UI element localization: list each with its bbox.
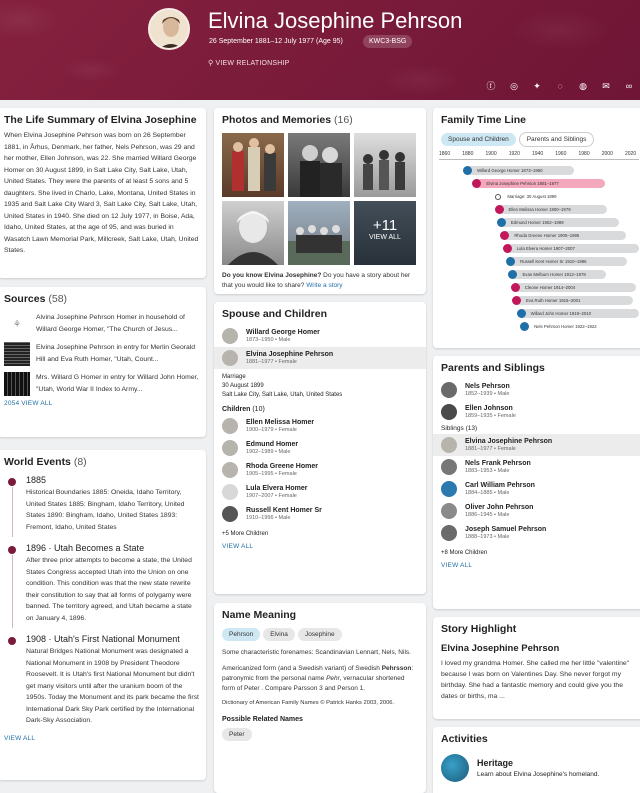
timeline-bar[interactable] [501, 231, 626, 240]
child-row[interactable] [214, 503, 426, 525]
tab-parents-siblings[interactable]: Parents and Siblings [519, 132, 595, 147]
person-marker-icon [508, 270, 517, 279]
source-thumbnail [4, 372, 30, 396]
family-timeline-card [433, 108, 640, 348]
person-marker-icon [517, 309, 526, 318]
marriage-info [214, 369, 426, 404]
timeline-year-tick: 2020 [625, 151, 637, 157]
person-name: Ellen Melissa Homer [246, 419, 315, 426]
story-text[interactable]: I loved my grandma Homer. She called me her little "valentine" because I was born on Valentines Day. She never forgot my birthday. She had a fantastic memory and could give you the dates or births, ma ... [441, 660, 630, 700]
spouse-title: Spouse and Children [222, 308, 328, 320]
person-avatar [222, 350, 238, 366]
event-heading: 1908 · Utah's First National Monument [26, 634, 180, 644]
person-marker-icon [512, 296, 521, 305]
timeline-year-tick: 1860 [439, 151, 451, 157]
timeline-year-tick: 1960 [555, 151, 567, 157]
person-avatar [222, 484, 238, 500]
person-avatar [222, 462, 238, 478]
sibling-row[interactable] [433, 522, 640, 544]
line-icon[interactable]: ◍ [579, 81, 587, 91]
source-thumbnail [4, 342, 30, 366]
person-meta: 1884–1885 • Male [465, 490, 510, 496]
person-marker-icon [520, 322, 529, 331]
spouse-children-card [214, 302, 426, 594]
person-avatar [222, 418, 238, 434]
photo-prompt-bold: Do you know Elvina Josephine? [222, 272, 322, 279]
event-item [4, 475, 200, 533]
name-meaning-card [214, 603, 426, 793]
children-label: Children (10) [222, 406, 265, 413]
share-icons [484, 80, 636, 92]
write-story-link[interactable]: Write a story [304, 282, 343, 289]
timeline-bar[interactable] [513, 296, 633, 305]
photos-card [214, 108, 426, 294]
person-name: Willard George Homer [246, 329, 320, 336]
timeline-bar[interactable] [507, 257, 627, 266]
person-meta: 1900–1979 • Female [246, 427, 297, 433]
timeline-title: Family Time Line [441, 114, 526, 126]
event-item [4, 543, 200, 624]
name-tab-elvina[interactable]: Elvina [263, 628, 295, 641]
person-name: Rhoda Greene Homer [246, 463, 318, 470]
person-name: Nels Pehrson [465, 383, 510, 390]
photo-grid [222, 133, 418, 265]
marriage-ring-icon [495, 194, 501, 200]
life-summary-title: The Life Summary of Elvina Josephine [4, 114, 197, 126]
event-text: Natural Bridges National Monument was designated a National Monument in 1908 by President Theodore Roosevelt. It is Utah's first National Monument but didn't get many visitors until after the uranium boom of the 1950s. Today the Monument and its park became the first International Dark Sky Park certified by the International Dark-Sky Association. [26, 648, 199, 724]
spouse-view-all[interactable]: VIEW ALL [222, 543, 254, 550]
person-meta: 1907–2007 • Female [246, 493, 297, 499]
timeline-bar[interactable] [494, 192, 557, 201]
person-meta: 1873–1950 • Male [246, 337, 291, 343]
photo-view-all-tile[interactable] [354, 201, 416, 265]
timeline-year-tick: 1920 [508, 151, 520, 157]
messenger-icon[interactable]: ◎ [510, 81, 518, 91]
view-relationship-link[interactable] [208, 59, 290, 67]
person-marker-icon [511, 283, 520, 292]
timeline-bar[interactable] [504, 244, 639, 253]
parents-view-all[interactable]: VIEW ALL [441, 562, 473, 569]
name-meaning-title: Name Meaning [222, 609, 297, 621]
timeline-bar[interactable] [512, 283, 637, 292]
child-row[interactable] [214, 415, 426, 437]
timeline-bar-label: Elvina Josephine Pehrson 1881–1977 [486, 181, 559, 186]
timeline-bar-label: Evan Melburn Homer 1912–1978 [522, 272, 586, 277]
life-summary-card [0, 108, 206, 278]
more-children-link[interactable]: +5 More Children [222, 531, 269, 537]
spouse-row[interactable] [214, 325, 426, 347]
timeline-bar-label: Marriage: 30 August 1899 [507, 194, 557, 199]
marriage-label: Marriage [222, 374, 246, 380]
person-marker-icon [500, 231, 509, 240]
name-forenames: Some characteristic forenames: Scandinavian Lennart, Nels, Nils. [222, 649, 411, 656]
person-name: Joseph Samuel Pehrson [465, 526, 547, 533]
timeline-bar-label: Edmund Homer 1902–1989 [510, 220, 564, 225]
person-name: Ellen Johnson [465, 405, 513, 412]
name-citation: Dictionary of American Family Names © Patrick Hanks 2003, 2006. [222, 700, 395, 706]
source-thumbnail: ⚘ [4, 312, 30, 336]
sources-view-all[interactable]: 2054 VIEW ALL [4, 400, 53, 407]
name-definition: Americanized form (and a Swedish variant) of Swedish Pehrsson: patronymic from the personal name Pehr, vernacular shortened form of Peter . Compare Parsson 3 and Person 1. [222, 665, 414, 692]
person-name: Russell Kent Homer Sr [246, 507, 322, 514]
person-avatar [441, 481, 457, 497]
sibling-row-selected[interactable] [433, 434, 640, 456]
person-meta: 1905–1995 • Female [246, 471, 297, 477]
event-heading: 1896 · Utah Becomes a State [26, 543, 145, 553]
person-name: Lula Elvera Homer [246, 485, 308, 492]
timeline-bar[interactable] [521, 322, 597, 331]
timeline-bar-label: Lula Elvera Homer 1907–2007 [516, 246, 575, 251]
timeline-year-tick: 1980 [578, 151, 590, 157]
parents-siblings-card [433, 356, 640, 609]
person-marker-icon [503, 244, 512, 253]
name-tabs [222, 628, 418, 641]
person-meta: 1852–1939 • Male [465, 391, 510, 397]
person-name: Edmund Homer [246, 441, 299, 448]
person-dates: 26 September 1881–12 July 1977 (Age 95) [209, 38, 343, 45]
timeline-year-tick: 2000 [601, 151, 613, 157]
person-avatar [441, 437, 457, 453]
person-name: Elvina Josephine Pehrson [465, 438, 553, 445]
globe-icon [441, 754, 469, 782]
whatsapp-icon[interactable]: ◌ [557, 81, 563, 91]
timeline-bar-label: Ellen Melissa Homer 1900–1979 [508, 207, 571, 212]
view-relationship-label: VIEW RELATIONSHIP [215, 60, 290, 67]
person-marker-icon [506, 257, 515, 266]
events-view-all[interactable]: VIEW ALL [4, 734, 36, 742]
person-avatar [441, 525, 457, 541]
person-meta: 1883–1953 • Male [465, 468, 510, 474]
timeline-bar-label: Cleone Homer 1914–2004 [524, 285, 576, 290]
parent-row[interactable] [433, 379, 640, 401]
person-meta: 1910–1996 • Male [246, 515, 291, 521]
timeline-year-tick: 1940 [532, 151, 544, 157]
person-avatar [441, 382, 457, 398]
person-marker-icon [495, 205, 504, 214]
source-text: Mrs. Willard G Homer in entry for Willard John Homer, "Utah, World War II Index to Army... [36, 374, 199, 393]
marriage-place: Salt Lake City, Salt Lake, Utah, United States [222, 392, 343, 398]
child-row[interactable] [214, 459, 426, 481]
timeline-bar[interactable] [509, 270, 606, 279]
timeline-tabs [441, 132, 637, 147]
activities-title: Activities [441, 733, 488, 745]
source-item[interactable] [4, 372, 200, 396]
timeline-bar-label: Eva Ruth Homer 1915–2001 [525, 298, 581, 303]
timeline-axis [439, 151, 639, 161]
sources-title: Sources (58) [4, 293, 68, 305]
timeline-year-tick: 1880 [462, 151, 474, 157]
source-item[interactable] [4, 342, 200, 366]
photo-thumbnail[interactable] [222, 201, 284, 265]
timeline-bar-label: Rhoda Greene Homer 1905–1995 [514, 233, 580, 238]
person-meta: 1902–1989 • Male [246, 449, 291, 455]
person-avatar [222, 328, 238, 344]
parent-row[interactable] [433, 401, 640, 423]
sibling-row[interactable] [433, 500, 640, 522]
person-marker-icon [472, 179, 481, 188]
event-text: Historical Boundaries 1885: Oneida, Idaho Territory, United States 1885: Bingham, Idaho Territory, United States 1890: Bingham, Idaho, United States 1893: Fremont, Idaho, United States [26, 489, 185, 531]
name-tab-pehrson[interactable]: Pehrson [222, 628, 260, 641]
event-dot [8, 637, 16, 645]
name-tab-josephine[interactable]: Josephine [298, 628, 342, 641]
person-meta: 1888–1973 • Male [465, 534, 510, 540]
story-highlight-card [433, 617, 640, 719]
person-meta: 1859–1935 • Female [465, 413, 516, 419]
source-item[interactable] [4, 312, 200, 336]
photo-thumbnail[interactable] [288, 133, 350, 197]
timeline-rows [439, 166, 640, 346]
source-text: Elvina Josephine Pehrson in entry for Merlin Georald Hill and Eva Ruth Homer, "Utah, Count... [36, 344, 196, 363]
parents-title: Parents and Siblings [441, 362, 545, 374]
story-title: Story Highlight [441, 623, 517, 635]
life-summary-text: When Elvina Josephine Pehrson was born on 26 September 1881, in Århus, Denmark, her father, Nels Pehrson, was 29 and her mother, Ellen Johnson, was 22. She married Willard George Homer on 30 August 1899, in Salt Lake City, Salt Lake, Utah, United States. They were the parents of at least 5 sons and 5 daughters. She lived in Charlo, Lake, Montana, United States in 1935 and Salt Lake City Ward 3, Salt Lake City, Salt Lake, Utah, United States in 1940. She died on 12 July 1977, in Boise, Ada, Idaho, United States, at the age of 95, and was buried in Wasatch Lawn Memorial Park, Millcreek, Salt Lake, Utah, United States. [4, 132, 199, 254]
person-avatar [441, 459, 457, 475]
copy-link-icon[interactable]: ∞ [625, 81, 633, 91]
person-avatar [441, 404, 457, 420]
spouse-row-selected[interactable] [214, 347, 426, 369]
timeline-axis-line [439, 159, 639, 160]
person-avatar [222, 440, 238, 456]
world-events-title: World Events (8) [4, 456, 87, 468]
person-marker-icon [463, 166, 472, 175]
person-avatar [441, 503, 457, 519]
twitter-icon[interactable]: ✦ [533, 81, 541, 91]
event-text: After three prior attempts to become a state, the United States Congress accepted Utah into the Union on one condition. This condition was that the new state rewrite their constitution to say that all forms of polygamy were banned. The territory agreed, and Utah became a state on January 4, 1896. [26, 557, 192, 622]
story-person-name: Elvina Josephine Pehrson [441, 643, 560, 654]
timeline-bar-label: Willard John Homer 1919–2010 [530, 311, 592, 316]
world-events-card [0, 450, 206, 780]
person-avatar [222, 506, 238, 522]
marriage-date: 30 August 1899 [222, 383, 264, 389]
heritage-activity[interactable] [441, 754, 637, 782]
person-header [0, 0, 640, 100]
person-name: Elvina Josephine Pehrson [246, 351, 334, 358]
timeline-bar-label: Nels Pehrson Homer 1922–1922 [534, 324, 597, 329]
photo-thumbnail[interactable] [354, 133, 416, 197]
timeline-bar[interactable] [464, 166, 574, 175]
sibling-row[interactable] [433, 478, 640, 500]
photos-title: Photos and Memories (16) [222, 114, 353, 126]
sibling-row[interactable] [433, 456, 640, 478]
related-names-label: Possible Related Names [222, 716, 303, 723]
tab-spouse-children[interactable]: Spouse and Children [441, 133, 516, 146]
profile-avatar [148, 8, 190, 50]
more-siblings-link[interactable]: +8 More Children [441, 550, 488, 556]
activities-card [433, 727, 640, 793]
child-row[interactable] [214, 481, 426, 503]
person-name: Nels Frank Pehrson [465, 460, 531, 467]
facebook-icon[interactable]: ⓕ [486, 81, 496, 91]
timeline-bar-label: Willard George Homer 1873–1950 [477, 168, 543, 173]
timeline-bar[interactable] [473, 179, 605, 188]
timeline-bar[interactable] [518, 309, 639, 318]
source-text: Alvina Josephine Pehrson Homer in household of Willard George Homer, "The Church of Jesus... [36, 314, 185, 333]
event-dot [8, 546, 16, 554]
person-meta: 1881–1977 • Female [246, 359, 297, 365]
photo-thumbnail[interactable] [222, 133, 284, 197]
photo-view-all-label: VIEW ALL [369, 234, 401, 241]
timeline-bar-label: Russell Kent Homer Sr 1910–1996 [520, 259, 587, 264]
person-marker-icon [497, 218, 506, 227]
event-heading: 1885 [26, 475, 47, 485]
person-name: Elvina Josephine Pehrson [208, 8, 463, 33]
timeline-bar[interactable] [498, 218, 619, 227]
event-item [4, 634, 200, 727]
person-name: Oliver John Pehrson [465, 504, 534, 511]
timeline-bar[interactable] [496, 205, 608, 214]
photo-prompt-text: Do you have a story about her that you would like to share? [222, 272, 411, 289]
sources-card [0, 287, 206, 437]
link-icon: ⚲ [208, 60, 216, 67]
photo-prompt [222, 271, 418, 291]
person-name: Carl William Pehrson [465, 482, 535, 489]
timeline-year-tick: 1900 [485, 151, 497, 157]
event-dot [8, 478, 16, 486]
heritage-title: Heritage [477, 758, 514, 768]
photo-more-count: +11 [372, 217, 398, 234]
mail-icon[interactable]: ✉ [602, 81, 610, 91]
photo-thumbnail[interactable] [288, 201, 350, 265]
person-meta: 1881–1977 • Female [465, 446, 516, 452]
person-meta: 1886–1945 • Male [465, 512, 510, 518]
related-name-pill[interactable]: Peter [222, 728, 252, 741]
child-row[interactable] [214, 437, 426, 459]
person-id-badge[interactable]: KWC3-BSG [363, 35, 412, 48]
heritage-text: Learn about Elvina Josephine's homeland. [477, 771, 600, 778]
siblings-label: Siblings (13) [441, 425, 478, 432]
